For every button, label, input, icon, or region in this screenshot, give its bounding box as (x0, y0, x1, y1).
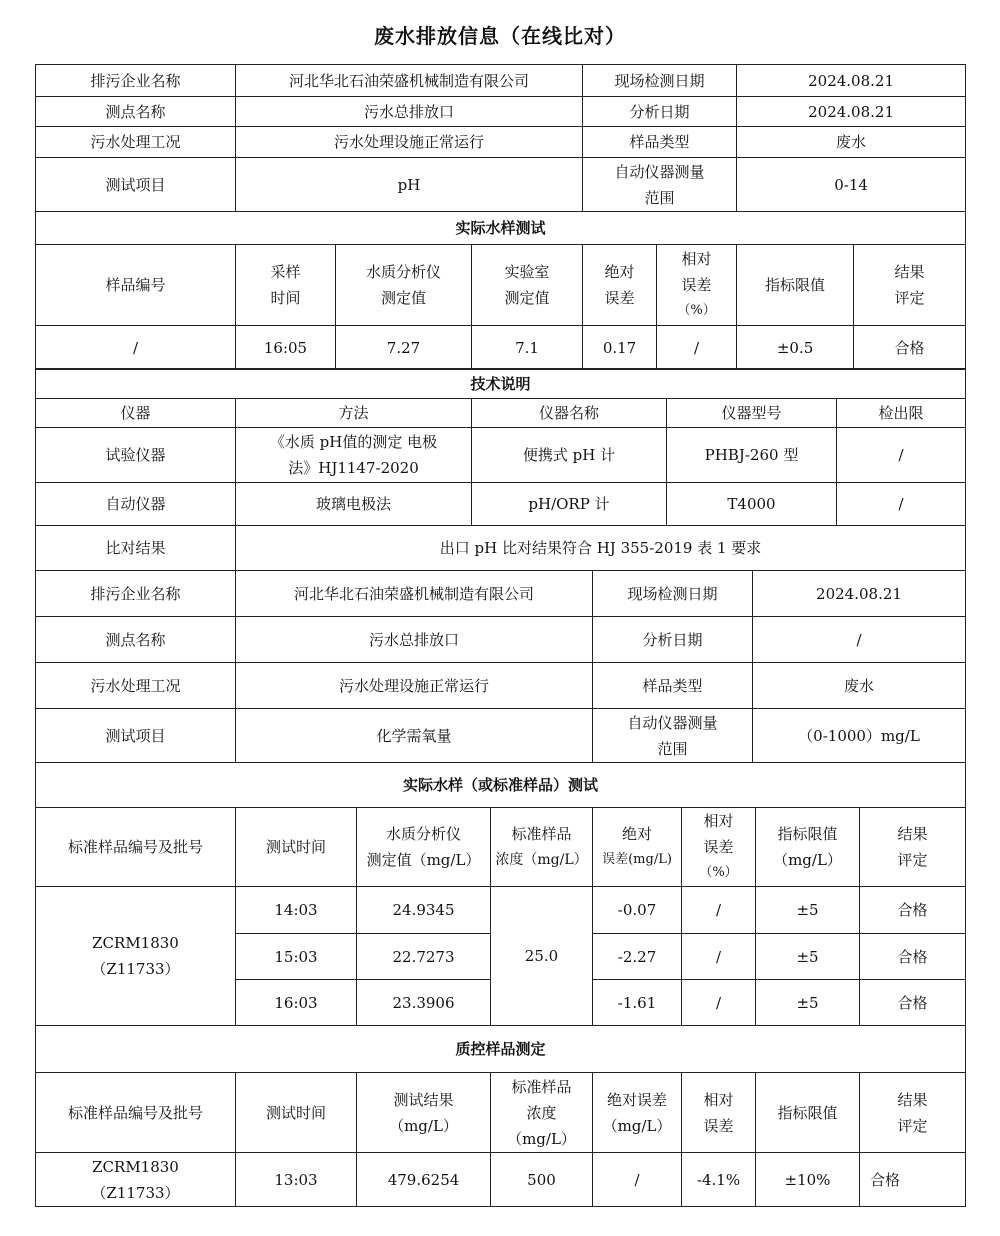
cod-h-time: 测试时间 (236, 808, 357, 887)
ph-analysis-date: 2024.08.21 (737, 97, 966, 127)
qc-h-rel-1: 相对 (703, 1090, 734, 1109)
cod-range-label (593, 709, 753, 763)
cod-sample-type: 废水 (753, 663, 966, 709)
ph-point-label: 测点名称 (36, 97, 236, 127)
cod-row2-instrument: 22.7273 (357, 934, 491, 980)
ph-h-time (236, 245, 336, 326)
page-title: 废水排放信息（在线比对） (374, 24, 626, 48)
tech-row1-method-1: 《水质 pH值的测定 电极 (269, 433, 438, 451)
cod-company-label: 排污企业名称 (36, 571, 236, 617)
cod-row3-instrument: 23.3906 (357, 980, 491, 1026)
ph-range-label-line1: 自动仪器测量 (614, 162, 705, 181)
qc-h-abs-error (593, 1073, 682, 1153)
cod-h-rel-error (682, 808, 756, 887)
tech-row2-model: T4000 (667, 483, 837, 526)
cod-row1-result: 合格 (860, 887, 966, 934)
ph-actual-section-title: 实际水样测试 (36, 212, 966, 245)
tech-row2-method: 玻璃电极法 (236, 483, 472, 526)
cod-h-instrument-2: 测定值（mg/L） (366, 851, 481, 869)
ph-h-abs-1: 绝对 (604, 263, 635, 281)
qc-h-concentration (491, 1073, 593, 1153)
ph-row-limit: ±0.5 (737, 326, 854, 370)
ph-row-abs-error: 0.17 (583, 326, 657, 370)
ph-h-time-2: 时间 (270, 289, 301, 307)
cod-h-abs-1: 绝对 (621, 825, 652, 843)
ph-h-lab (472, 245, 583, 326)
ph-company: 河北华北石油荣盛机械制造有限公司 (236, 65, 583, 97)
compare-label: 比对结果 (36, 526, 236, 571)
cod-h-rel-3: （%） (699, 865, 738, 880)
cod-row3-rel-error: / (682, 980, 756, 1026)
qc-h-rel-2: 误差 (703, 1116, 734, 1135)
ph-h-lab-1: 实验室 (504, 263, 550, 281)
qc-h-conc-3: （mg/L） (507, 1129, 576, 1148)
cod-row1-instrument: 24.9345 (357, 887, 491, 934)
cod-h-limit (756, 808, 860, 887)
qc-h-time: 测试时间 (236, 1073, 357, 1153)
cod-item: 化学需氧量 (236, 709, 593, 763)
ph-h-result-1: 结果 (894, 263, 925, 281)
tech-h-model: 仪器型号 (667, 399, 837, 428)
ph-row-lab: 7.1 (472, 326, 583, 370)
qc-h-result-1: 测试结果 (393, 1090, 454, 1109)
qc-h-abs-2: （mg/L） (602, 1116, 672, 1135)
cod-row3-limit: ±5 (756, 980, 860, 1026)
ph-h-rel-3: （%） (677, 303, 716, 318)
qc-h-eval-1: 结果 (897, 1090, 928, 1109)
qc-h-evaluation (860, 1073, 966, 1153)
cod-h-conc-1: 标准样品 (511, 825, 572, 843)
ph-h-sample-no: 样品编号 (36, 245, 236, 326)
cod-row1-limit: ±5 (756, 887, 860, 934)
qc-row-rel-error: -4.1% (682, 1153, 756, 1207)
cod-company: 河北华北石油荣盛机械制造有限公司 (236, 571, 593, 617)
ph-row-result: 合格 (854, 326, 966, 370)
ph-range-label (583, 158, 737, 212)
tech-h-detection: 检出限 (837, 399, 966, 428)
cod-row2-rel-error: / (682, 934, 756, 980)
cod-row2-time: 15:03 (236, 934, 357, 980)
tech-row1-detection: / (837, 428, 966, 483)
cod-row2-result: 合格 (860, 934, 966, 980)
ph-company-label: 排污企业名称 (36, 65, 236, 97)
qc-h-std-no: 标准样品编号及批号 (36, 1073, 236, 1153)
qc-h-rel-error (682, 1073, 756, 1153)
ph-row-time: 16:05 (236, 326, 336, 370)
ph-h-abs-2: 误差 (604, 289, 635, 307)
cod-row1-rel-error: / (682, 887, 756, 934)
cod-row3-abs-error: -1.61 (593, 980, 682, 1026)
cod-std-no-1: ZCRM1830 (92, 934, 179, 952)
cod-concentration: 25.0 (491, 887, 593, 1026)
cod-range-label-2: 范围 (657, 739, 688, 758)
tech-row1-method-2: 法》HJ1147-2020 (288, 459, 419, 477)
tech-h-instrument: 仪器 (36, 399, 236, 428)
qc-h-eval-2: 评定 (897, 1116, 928, 1135)
ph-item-label: 测试项目 (36, 158, 236, 212)
cod-site-date-label: 现场检测日期 (593, 571, 753, 617)
cod-h-abs-error (593, 808, 682, 887)
ph-h-result (854, 245, 966, 326)
cod-point-label: 测点名称 (36, 617, 236, 663)
cod-h-limit-1: 指标限值 (777, 825, 838, 843)
cod-actual-section-title: 实际水样（或标准样品）测试 (36, 763, 966, 808)
ph-sample-type: 废水 (737, 127, 966, 158)
ph-table (35, 64, 966, 370)
qc-row-evaluation: 合格 (860, 1153, 966, 1207)
cod-h-abs-2: 误差(mg/L) (602, 852, 672, 867)
cod-row3-time: 16:03 (236, 980, 357, 1026)
qc-section-title: 质控样品测定 (36, 1026, 966, 1073)
ph-range: 0-14 (737, 158, 966, 212)
tech-section-title: 技术说明 (36, 369, 966, 399)
cod-analysis-date-label: 分析日期 (593, 617, 753, 663)
tech-row1-instrument: 试验仪器 (36, 428, 236, 483)
ph-h-rel-2: 误差 (681, 276, 712, 294)
ph-h-rel-1: 相对 (681, 250, 712, 268)
ph-site-date: 2024.08.21 (737, 65, 966, 97)
ph-h-limit: 指标限值 (737, 245, 854, 326)
cod-row3-result: 合格 (860, 980, 966, 1026)
cod-h-rel-1: 相对 (703, 812, 734, 830)
ph-h-time-1: 采样 (270, 263, 301, 281)
tech-row2-name: pH/ORP 计 (472, 483, 667, 526)
cod-condition: 污水处理设施正常运行 (236, 663, 593, 709)
cod-row1-abs-error: -0.07 (593, 887, 682, 934)
compare-result: 出口 pH 比对结果符合 HJ 355-2019 表 1 要求 (236, 526, 966, 571)
tech-row1-name: 便携式 pH 计 (472, 428, 667, 483)
tech-row1-model: PHBJ-260 型 (667, 428, 837, 483)
cod-h-conc-2: 浓度（mg/L） (495, 852, 588, 868)
tech-row2-instrument: 自动仪器 (36, 483, 236, 526)
tech-row2-detection: / (837, 483, 966, 526)
cod-h-result-2: 评定 (897, 851, 928, 869)
qc-h-result (357, 1073, 491, 1153)
cod-measure-table (35, 762, 966, 1207)
qc-h-limit: 指标限值 (756, 1073, 860, 1153)
ph-row-sample-no: / (36, 326, 236, 370)
ph-site-date-label: 现场检测日期 (583, 65, 737, 97)
ph-sample-type-label: 样品类型 (583, 127, 737, 158)
cod-condition-label: 污水处理工况 (36, 663, 236, 709)
ph-h-result-2: 评定 (894, 289, 925, 307)
cod-h-result (860, 808, 966, 887)
tech-h-name: 仪器名称 (472, 399, 667, 428)
cod-std-no-2: （Z11733） (91, 960, 180, 978)
ph-h-instrument-2: 测定值 (380, 289, 426, 307)
qc-row-std-no-2: （Z11733） (91, 1183, 180, 1202)
tech-row1-method (236, 428, 472, 483)
cod-h-instrument-1: 水质分析仪 (385, 825, 461, 843)
cod-sample-type-label: 样品类型 (593, 663, 753, 709)
qc-row-result: 479.6254 (357, 1153, 491, 1207)
cod-item-label: 测试项目 (36, 709, 236, 763)
ph-point: 污水总排放口 (236, 97, 583, 127)
ph-h-rel-error (657, 245, 737, 326)
tech-table (35, 368, 966, 571)
cod-row1-time: 14:03 (236, 887, 357, 934)
qc-row-abs-error: / (593, 1153, 682, 1207)
qc-row-time: 13:03 (236, 1153, 357, 1207)
cod-h-concentration (491, 808, 593, 887)
cod-h-instrument (357, 808, 491, 887)
ph-condition-label: 污水处理工况 (36, 127, 236, 158)
cod-std-no (36, 887, 236, 1026)
ph-h-instrument-1: 水质分析仪 (365, 263, 441, 281)
qc-row-std-no-1: ZCRM1830 (92, 1157, 179, 1176)
ph-row-instrument: 7.27 (336, 326, 472, 370)
qc-h-result-2: （mg/L） (389, 1116, 458, 1135)
ph-item: pH (236, 158, 583, 212)
qc-h-abs-1: 绝对误差 (606, 1090, 667, 1109)
cod-h-limit-2: （mg/L） (773, 851, 842, 869)
cod-h-result-1: 结果 (897, 825, 928, 843)
ph-h-instrument (336, 245, 472, 326)
cod-range: （0-1000）mg/L (753, 709, 966, 763)
cod-h-rel-2: 误差 (703, 838, 734, 856)
ph-h-abs-error (583, 245, 657, 326)
qc-h-conc-2: 浓度 (526, 1103, 557, 1122)
ph-condition: 污水处理设施正常运行 (236, 127, 583, 158)
qc-row-std-no (36, 1153, 236, 1207)
cod-point: 污水总排放口 (236, 617, 593, 663)
cod-h-std-no: 标准样品编号及批号 (36, 808, 236, 887)
cod-range-label-1: 自动仪器测量 (627, 713, 718, 732)
ph-h-lab-2: 测定值 (504, 289, 550, 307)
qc-row-limit: ±10% (756, 1153, 860, 1207)
qc-row-concentration: 500 (491, 1153, 593, 1207)
qc-h-conc-1: 标准样品 (511, 1077, 572, 1096)
ph-range-label-line2: 范围 (644, 188, 675, 207)
cod-analysis-date: / (753, 617, 966, 663)
ph-analysis-date-label: 分析日期 (583, 97, 737, 127)
tech-h-method: 方法 (236, 399, 472, 428)
cod-row2-limit: ±5 (756, 934, 860, 980)
cod-info-table (35, 570, 966, 763)
ph-row-rel-error: / (657, 326, 737, 370)
cod-row2-abs-error: -2.27 (593, 934, 682, 980)
cod-site-date: 2024.08.21 (753, 571, 966, 617)
